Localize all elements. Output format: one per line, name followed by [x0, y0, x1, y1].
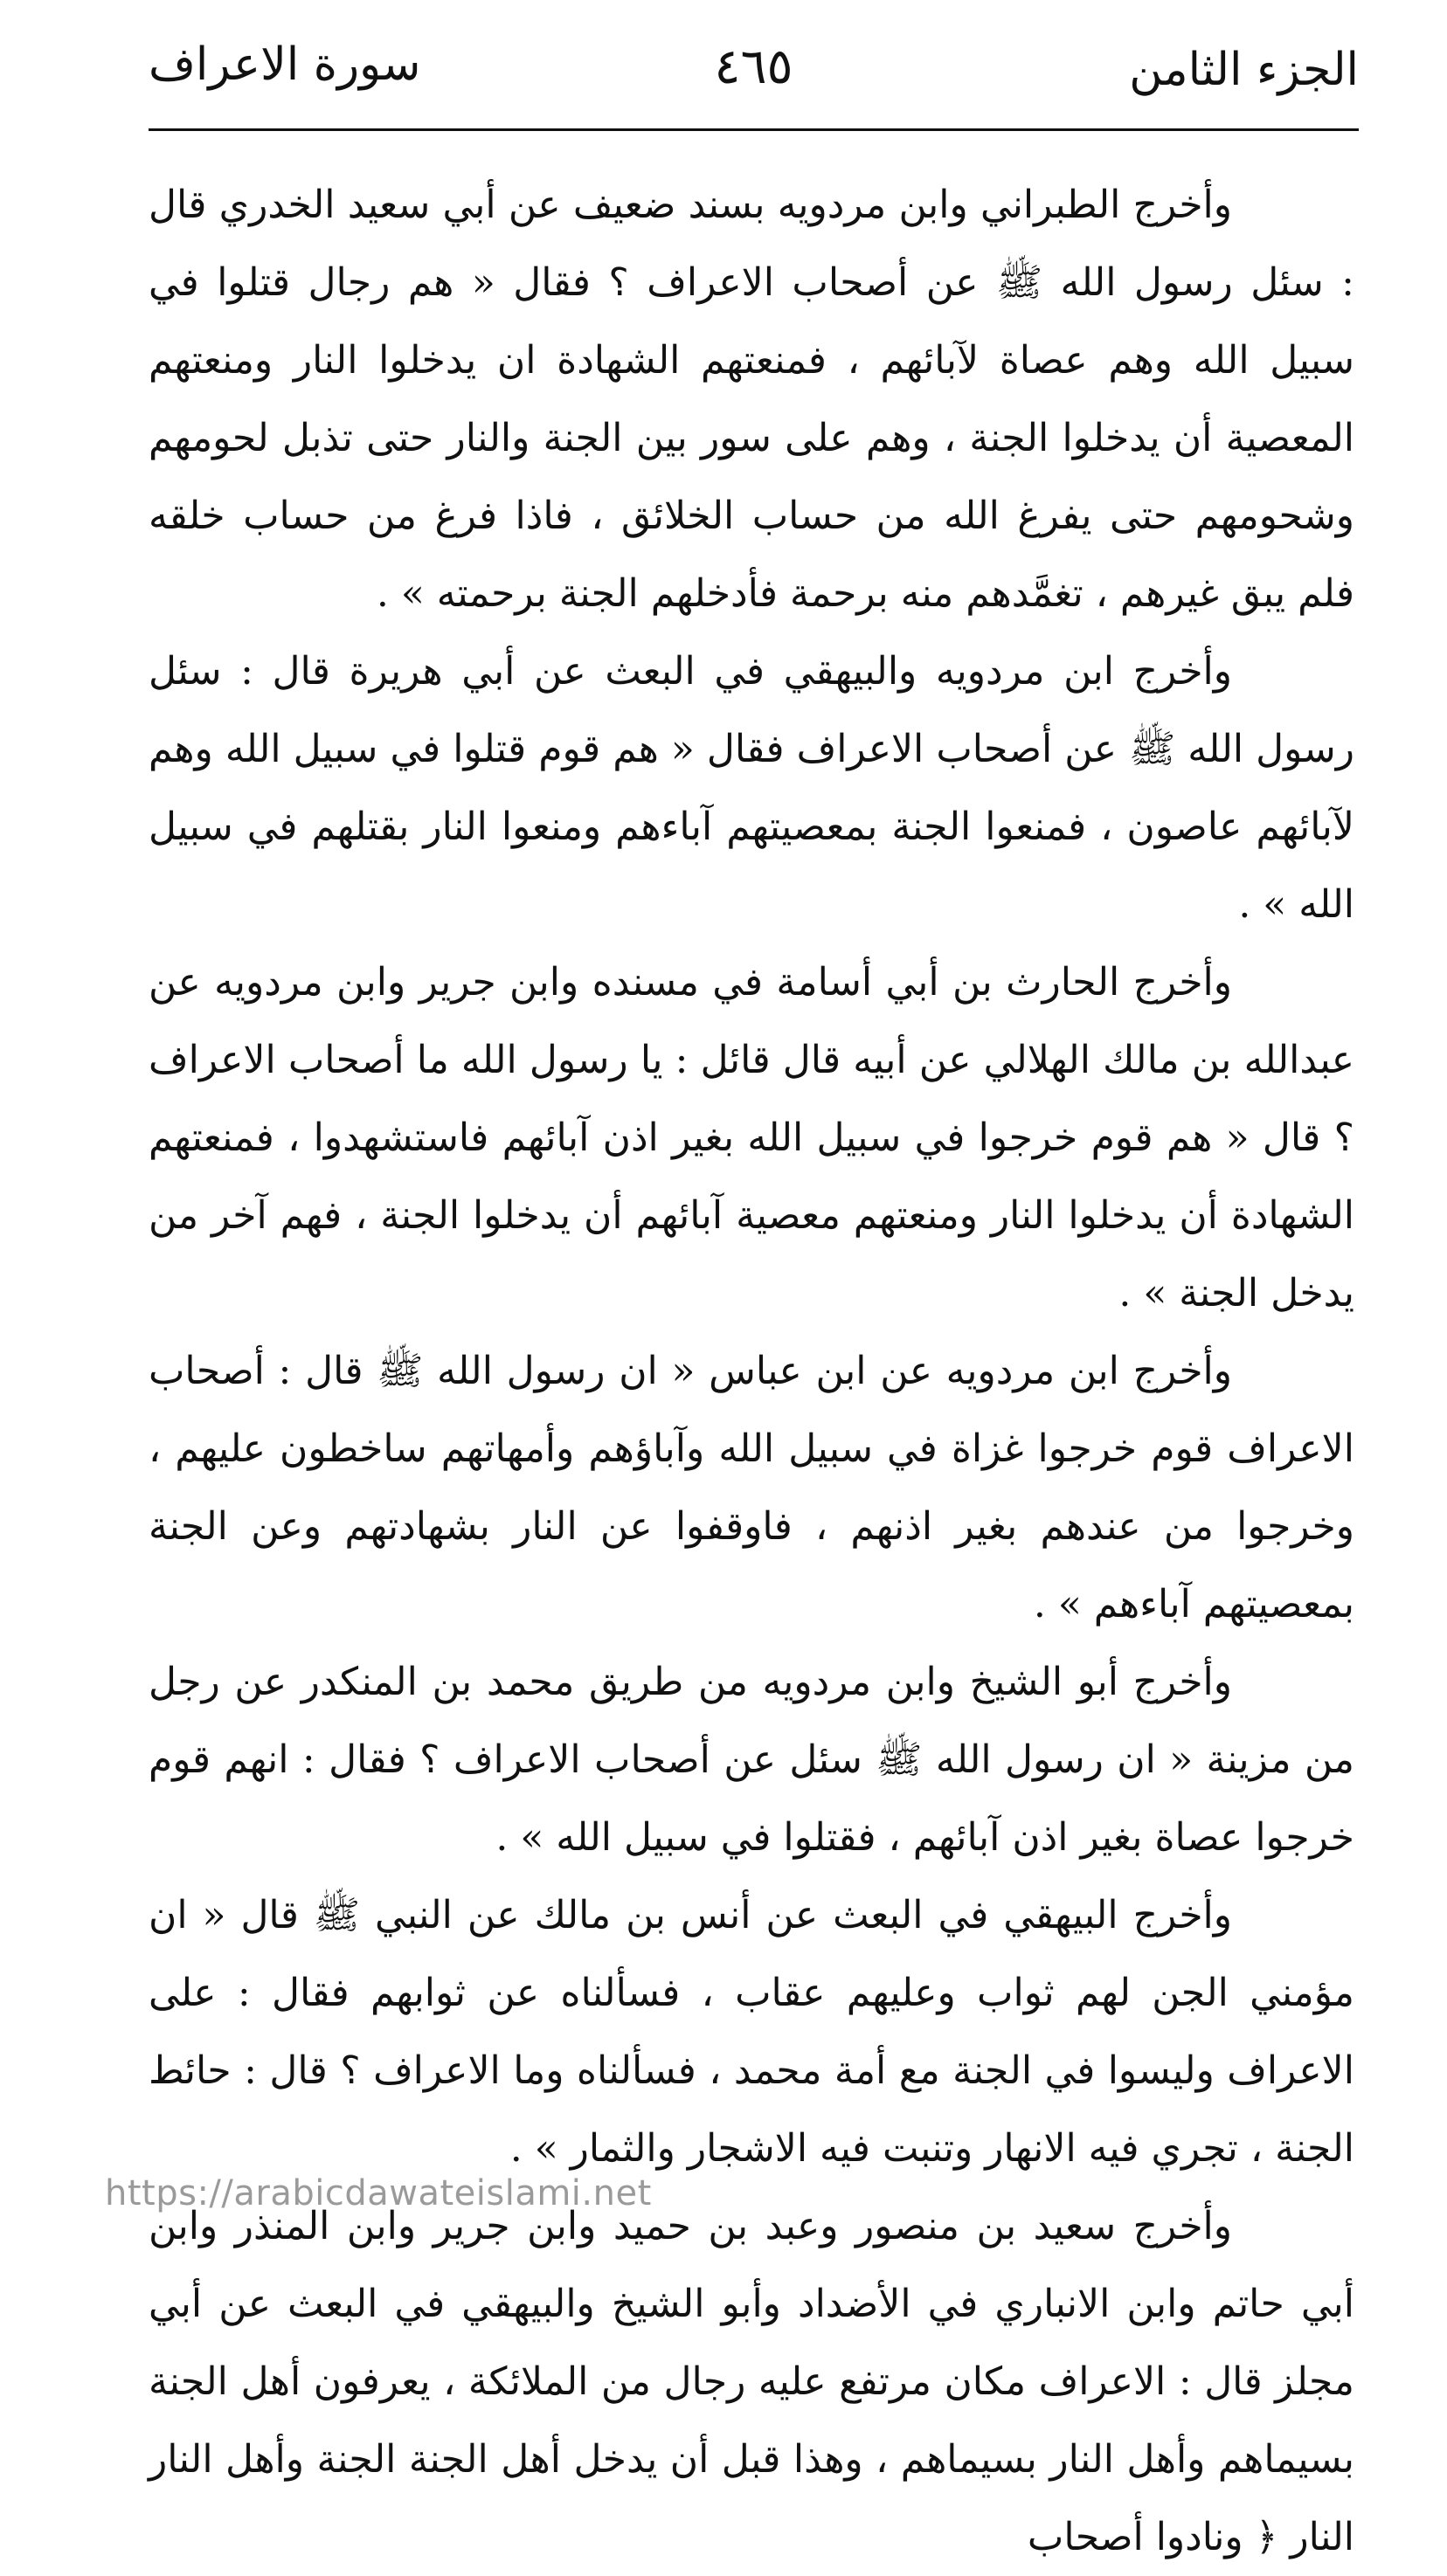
page-header — [149, 26, 1359, 122]
paragraph-1: وأخرج الطبراني وابن مردويه بسند ضعيف عن أبي سعيد الخدري قال : سئل رسول الله ﷺ عن أصحاب الاعراف ؟ فقال « هم رجال قتلوا في سبيل الله وهم عصاة لآبائهم ، فمنعتهم الشهادة ان يدخلوا النار ومنعتهم المعصية أن يدخلوا الجنة ، وهم على سور بين الجنة والنار حتى تذبل لحومهم وشحومهم حتى يفرغ الله من حساب الخلائق ، فاذا فرغ من حساب خلقه فلم يبق غيرهم ، تغمَّدهم منه برحمة فأدخلهم الجنة برحمته » . — [149, 183, 1354, 616]
paragraph-6: وأخرج البيهقي في البعث عن أنس بن مالك عن النبي ﷺ قال « ان مؤمني الجن لهم ثواب وعليهم عقاب ، فسألناه عن ثوابهم فقال : على الاعراف وليسوا في الجنة مع أمة محمد ، فسألناه وما الاعراف ؟ قال : حائط الجنة ، تجري فيه الانهار وتنبت فيه الاشجار والثمار » . — [149, 1893, 1354, 2171]
paragraph-3: وأخرج الحارث بن أبي أسامة في مسنده وابن جرير وابن مردويه عن عبدالله بن مالك الهلالي عن أبيه قال قائل : يا رسول الله ما أصحاب الاعراف ؟ قال « هم قوم خرجوا في سبيل الله بغير اذن آبائهم فاستشهدوا ، فمنعتهم الشهادة أن يدخلوا النار ومنعتهم معصية آبائهم أن يدخلوا الجنة ، فهم آخر من يدخل الجنة » . — [149, 960, 1354, 1316]
paragraph-5: وأخرج أبو الشيخ وابن مردويه من طريق محمد بن المنكدر عن رجل من مزينة « ان رسول الله ﷺ سئل عن أصحاب الاعراف ؟ فقال : انهم قوم خرجوا عصاة بغير اذن آبائهم ، فقتلوا في سبيل الله » . — [149, 1660, 1354, 1860]
header-divider — [149, 128, 1359, 131]
paragraph-4: وأخرج ابن مردويه عن ابن عباس « ان رسول الله ﷺ قال : أصحاب الاعراف قوم خرجوا غزاة في سبيل الله وآباؤهم وأمهاتهم ساخطون عليهم ، وخرجوا من عندهم بغير اذنهم ، فاوقفوا عن النار بشهادتهم وعن الجنة بمعصيتهم آباءهم » . — [149, 1349, 1354, 1626]
paragraph-2: وأخرج ابن مردويه والبيهقي في البعث عن أبي هريرة قال : سئل رسول الله ﷺ عن أصحاب الاعراف فقال « هم قوم قتلوا في سبيل الله وهم لآبائهم عاصون ، فمنعوا الجنة بمعصيتهم آباءهم ومنعوا النار بقتلهم في سبيل الله » . — [149, 649, 1354, 927]
surah-label: سورة الاعراف — [149, 38, 421, 91]
part-label: الجزء الثامن — [1129, 44, 1359, 96]
paragraph-7: وأخرج سعيد بن منصور وعبد بن حميد وابن جرير وابن المنذر وابن أبي حاتم وابن الانباري في الأضداد وأبو الشيخ والبيهقي في البعث عن أبي مجلز قال : الاعراف مكان مرتفع عليه رجال من الملائكة ، يعرفون أهل الجنة بسيماهم وأهل النار بسيماهم ، وهذا قبل أن يدخل أهل الجنة الجنة وأهل النار النار ﴿ ونادوا أصحاب — [149, 2204, 1354, 2559]
page-body — [149, 166, 1354, 2576]
watermark-url: https://arabicdawateislami.net — [105, 2173, 652, 2213]
page-number: ٤٦٥ — [714, 38, 793, 95]
